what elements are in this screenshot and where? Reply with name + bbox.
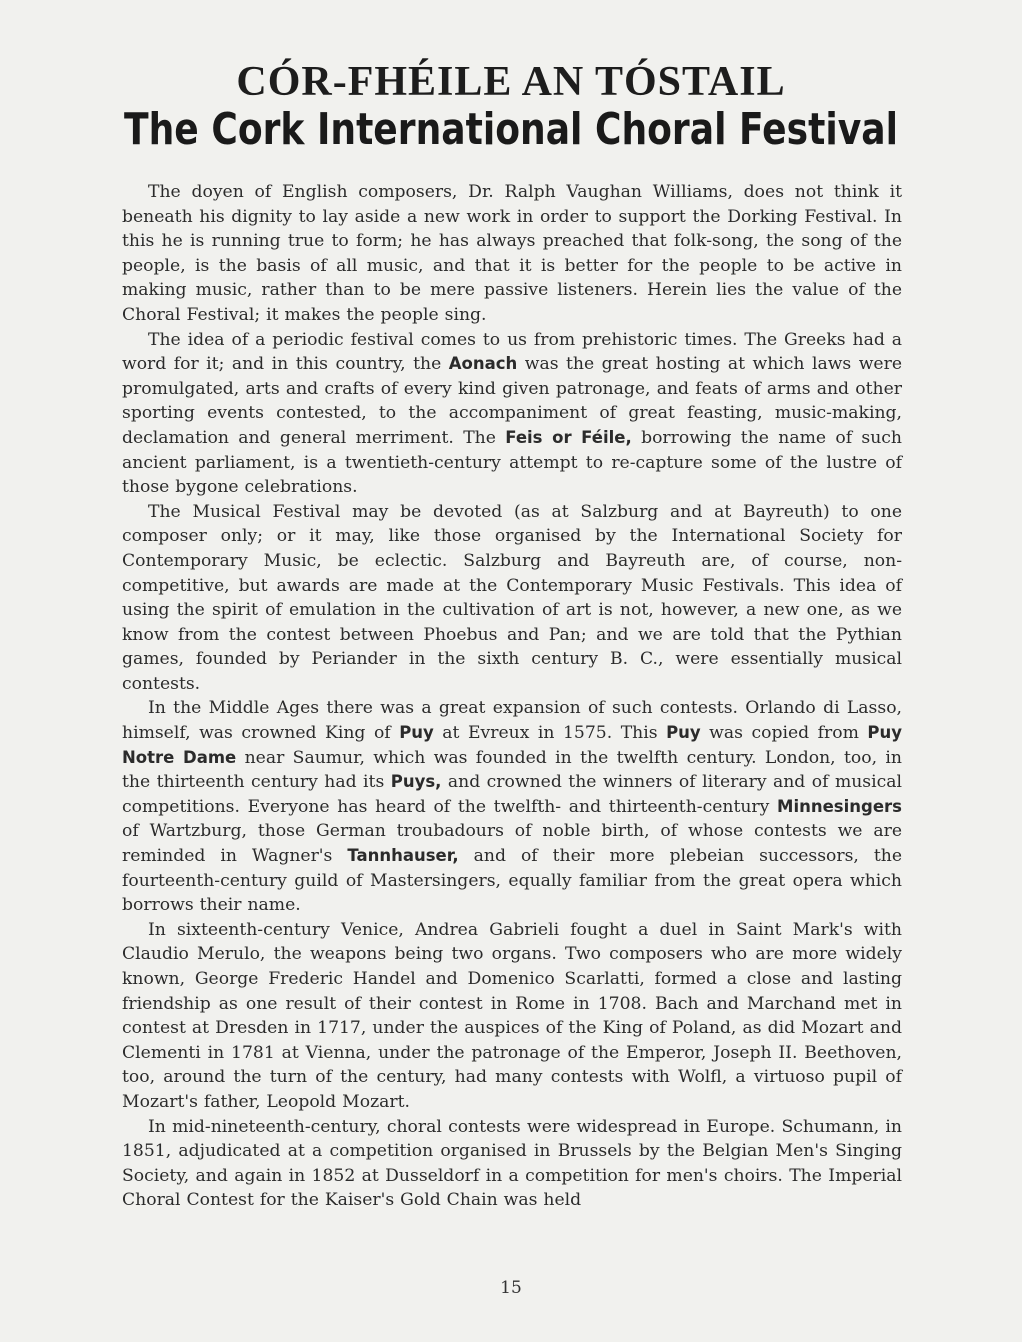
- text-run: of Wartzburg, those German troubadours of noble birth, of whose contests we are reminded in Wagner's: [122, 821, 902, 867]
- article-body: [122, 180, 902, 1213]
- paragraph: [122, 918, 902, 1115]
- text-run: at Evreux in 1575. This: [433, 723, 667, 744]
- bold-term: Puys,: [390, 772, 442, 792]
- bold-term: Aonach: [448, 354, 518, 374]
- text-run: was copied from: [700, 723, 868, 744]
- bold-term: Tannhauser,: [347, 846, 459, 866]
- text-run: The doyen of English composers, Dr. Ralph Vaughan Williams, does not think it beneath his dignity to lay aside a new work in order to support the Dorking Festival. In this he is running true to form; he has always preached that folk-song, the song of the people, is the basis of all music, and that it is better for the people to be active in making music, rather than to be mere passive listeners. Herein lies the value of the Choral Festival; it makes the people sing.: [122, 182, 902, 325]
- paragraph: [122, 1115, 902, 1213]
- page-number: 15: [500, 1278, 522, 1298]
- paragraph: [122, 328, 902, 500]
- text-run: and of their more plebeian successors, the fourteenth-century guild of Mastersingers, equally familiar from the great opera which borrows their name.: [122, 846, 902, 916]
- paragraph: [122, 500, 902, 697]
- text-run: The Musical Festival may be devoted (as at Salzburg and at Bayreuth) to one composer only; or it may, like those organised by the International Society for Contemporary Music, be eclectic. Salzburg and Bayreuth are, of course, non-competitive, but awards are made at the Contemporary Music Festivals. This idea of using the spirit of emulation in the cultivation of art is not, however, a new one, as we know from the contest between Phoebus and Pan; and we are told that the Pythian games, founded by Periander in the sixth century B. C., were essentially musical contests.: [122, 501, 902, 694]
- paragraph: [122, 180, 902, 328]
- text-run: The idea of a periodic festival comes to us from prehistoric times. The Greeks had a word for it; and in this country, the: [122, 329, 902, 375]
- bold-term: Minnesingers: [777, 796, 902, 816]
- text-run: and crowned the winners of literary and of musical competitions. Everyone has heard of the twelfth- and thirteenth-century: [122, 772, 902, 817]
- english-title: The Cork International Choral Festival: [124, 104, 898, 155]
- text-run: In sixteenth-century Venice, Andrea Gabrieli fought a duel in Saint Mark's with Claudio Merulo, the weapons being two organs. Two composers who are more widely known, George Frederic Handel and Domenico Scarlatti, formed a close and lasting friendship as one result of their contest in Rome in 1708. Bach and Marchand met in contest at Dresden in 1717, under the auspices of the King of Poland, as did Mozart and Clementi in 1781 at Vienna, under the patronage of the Emperor, Joseph II. Beethoven, too, around the turn of the century, had many contests with Wolfl, a virtuoso pupil of Mozart's father, Leopold Mozart.: [122, 919, 902, 1112]
- text-run: In mid-nineteenth-century, choral contests were widespread in Europe. Schumann, in 1851, adjudicated at a competition organised in Brussels by the Belgian Men's Singing Society, and again in 1852 at Dusseldorf in a competition for men's choirs. The Imperial Choral Contest for the Kaiser's Gold Chain was held: [122, 1116, 902, 1211]
- bold-term: Feis or Féile,: [505, 427, 632, 447]
- bold-term: Puy: [666, 723, 701, 743]
- text-run: borrowing the name of such ancient parliament, is a twentieth-century attempt to re-capture some of the lustre of those bygone celebrations.: [122, 427, 902, 498]
- bold-term: Puy Notre Dame: [122, 723, 902, 767]
- text-run: was the great hosting at which laws were promulgated, arts and crafts of every kind given patronage, and feats of arms and other sporting events contested, to the accompaniment of great feasting, music-making, declamation and general merriment. The: [122, 354, 902, 448]
- bold-term: Puy: [399, 723, 434, 743]
- paragraph: [122, 696, 902, 917]
- text-run: In the Middle Ages there was a great expansion of such contests. Orlando di Lasso, himself, was crowned King of: [122, 698, 902, 744]
- irish-title: CÓR-FHÉILE AN TÓSTAIL: [236, 59, 786, 105]
- text-run: near Saumur, which was founded in the twelfth century. London, too, in the thirteenth century had its: [122, 747, 902, 793]
